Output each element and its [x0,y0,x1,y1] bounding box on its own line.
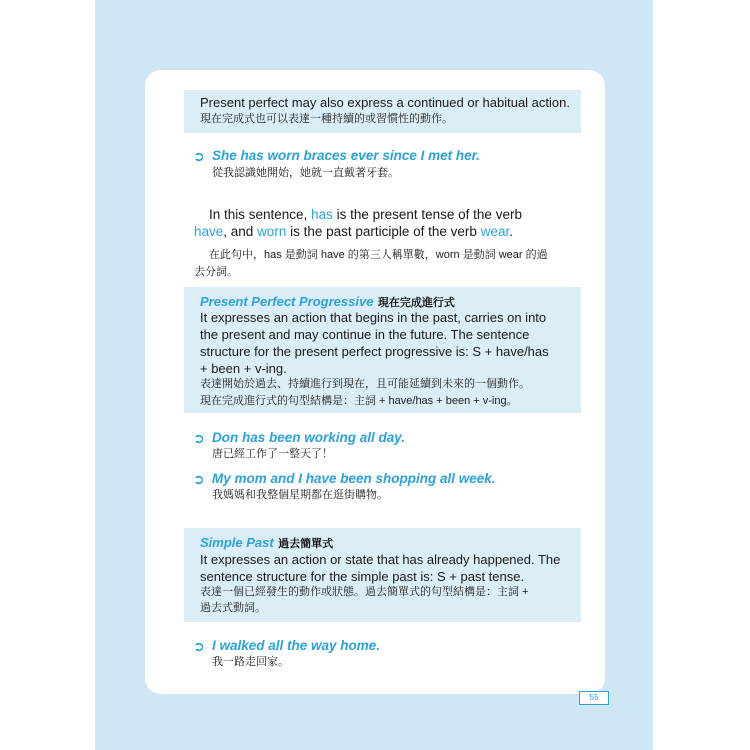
page-number: 55 [579,691,609,705]
explanation-text: , and [223,224,258,239]
progressive-en-3: structure for the present perfect progressive is: S + have/has [200,344,549,359]
example-sentence-4: I walked all the way home. [212,638,381,653]
highlight-worn: worn [257,224,287,239]
example-sentence-1: She has worn braces ever since I met her. [212,148,480,163]
simple-past-en-2: sentence structure for the simple past is: S + past tense. [200,569,525,584]
explanation-text: . [509,224,513,239]
intro-text-zh: 現在完成式也可以表達一種持續的或習慣性的動作。 [200,113,453,125]
arrow-icon: ➲ [193,638,205,654]
highlight-wear: wear [480,224,510,239]
explanation-zh-2: 去分詞。 [194,266,238,278]
progressive-zh-1: 表達開始於過去、持續進行到現在，且可能延續到未來的一個動作。 [200,378,530,390]
highlight-has: has [311,207,333,222]
example-translation-4: 我一路走回家。 [212,656,289,668]
explanation-text: In this sentence, [209,207,312,222]
highlight-have: have [194,224,224,239]
progressive-en-1: It expresses an action that begins in the past, carries on into [200,310,547,325]
simple-past-zh-2: 過去式動詞。 [200,602,266,614]
example-sentence-3: My mom and I have been shopping all week. [212,471,496,486]
intro-text-en: Present perfect may also express a continued or habitual action. [200,95,570,110]
example-translation-3: 我媽媽和我整個星期都在逛街購物。 [212,489,388,501]
simple-past-en-1: It expresses an action or state that has already happened. The [200,552,561,567]
arrow-icon: ➲ [193,471,205,487]
simple-past-title: Simple Past [200,535,274,550]
simple-past-zh-1: 表達一個已經發生的動作或狀態。過去簡單式的句型結構是：主詞 + [200,586,529,598]
progressive-en-4: + been + v-ing. [200,361,287,376]
example-translation-1: 從我認識她開始，她就一直戴著牙套。 [212,167,399,179]
explanation-zh-1: 在此句中，has 是動詞 have 的第三人稱單數，worn 是動詞 wear 的過 [209,249,548,261]
example-translation-2: 唐已經工作了一整天了！ [212,448,333,460]
explanation-text: is the past participle of the verb [286,224,481,239]
arrow-icon: ➲ [193,430,205,446]
explanation-line-1 [209,207,522,222]
simple-past-heading [200,534,333,552]
progressive-en-2: the present and may continue in the future. The sentence [200,327,530,342]
explanation-text: is the present tense of the verb [332,207,522,222]
example-sentence-2: Don has been working all day. [212,430,406,445]
arrow-icon: ➲ [193,148,205,164]
simple-past-title-zh: 過去簡單式 [278,538,334,550]
explanation-line-2 [194,224,513,239]
progressive-zh-2: 現在完成進行式的句型結構是：主詞 + have/has + been + v-ing。 [200,395,518,407]
progressive-title-zh: 現在完成進行式 [377,297,455,309]
progressive-title: Present Perfect Progressive [200,294,374,309]
